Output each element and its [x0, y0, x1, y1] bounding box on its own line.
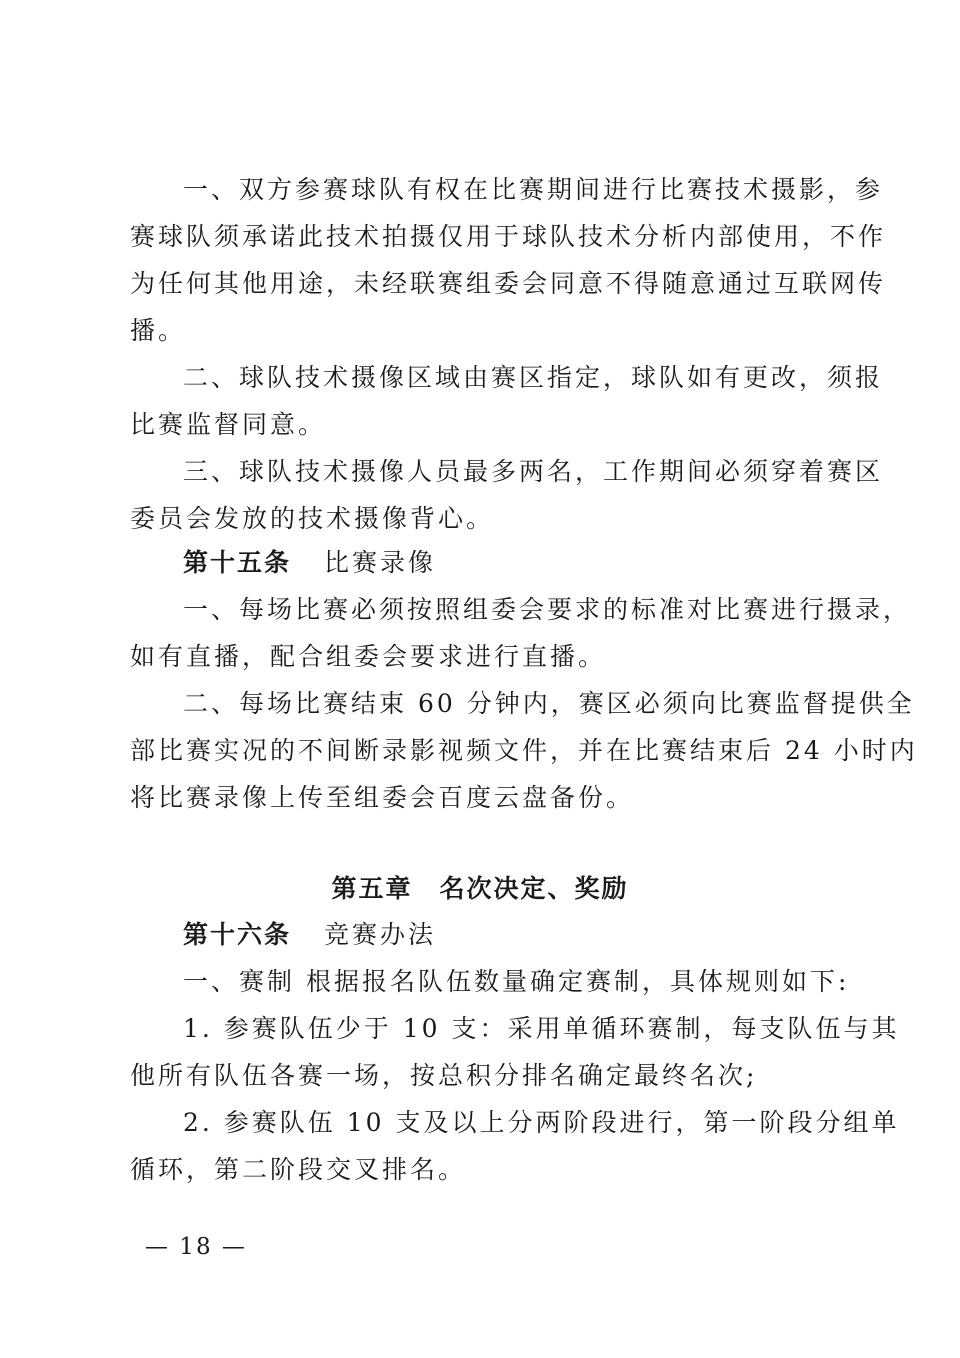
article-number: 第十五条: [183, 548, 292, 577]
paragraph-line: 二、球队技术摄像区域由赛区指定，球队如有更改，须报: [183, 363, 884, 392]
paragraph-line: 部比赛实况的不间断录影视频文件，并在比赛结束后 24 小时内: [130, 736, 918, 765]
paragraph-line: 将比赛录像上传至组委会百度云盘备份。: [130, 783, 635, 812]
paragraph-line: 比赛监督同意。: [130, 410, 327, 439]
article-15-heading: [183, 546, 436, 580]
paragraph-line: 播。: [130, 316, 187, 345]
paragraph-line: 一、双方参赛球队有权在比赛期间进行比赛技术摄影，参: [183, 175, 884, 204]
paragraph-line: 一、赛制 根据报名队伍数量确定赛制，具体规则如下:: [183, 967, 850, 996]
article-title: 竞赛办法: [323, 920, 436, 949]
paragraph-line: 赛球队须承诺此技术拍摄仅用于球队技术分析内部使用，不作: [130, 222, 887, 251]
page-number: — 18 —: [145, 1234, 247, 1260]
paragraph-line: 如有直播，配合组委会要求进行直播。: [130, 642, 607, 671]
chapter-heading: 第五章 名次决定、奖励: [331, 874, 629, 903]
paragraph-line: 循环，第二阶段交叉排名。: [130, 1155, 467, 1184]
article-title: 比赛录像: [323, 548, 436, 577]
paragraph-line: 他所有队伍各赛一场，按总积分排名确定最终名次;: [130, 1061, 758, 1090]
paragraph-line: 委员会发放的技术摄像背心。: [130, 504, 495, 533]
article-number: 第十六条: [183, 920, 292, 949]
paragraph-line: 2. 参赛队伍 10 支及以上分两阶段进行，第一阶段分组单: [183, 1108, 900, 1137]
paragraph-line: 二、每场比赛结束 60 分钟内，赛区必须向比赛监督提供全: [183, 689, 915, 718]
paragraph-line: 为任何其他用途，未经联赛组委会同意不得随意通过互联网传: [130, 269, 887, 298]
article-16-heading: [183, 918, 436, 952]
paragraph-line: 1. 参赛队伍少于 10 支：采用单循环赛制，每支队伍与其: [183, 1014, 900, 1043]
paragraph-line: 三、球队技术摄像人员最多两名，工作期间必须穿着赛区: [183, 457, 884, 486]
paragraph-line: 一、每场比赛必须按照组委会要求的标准对比赛进行摄录，: [183, 595, 912, 624]
